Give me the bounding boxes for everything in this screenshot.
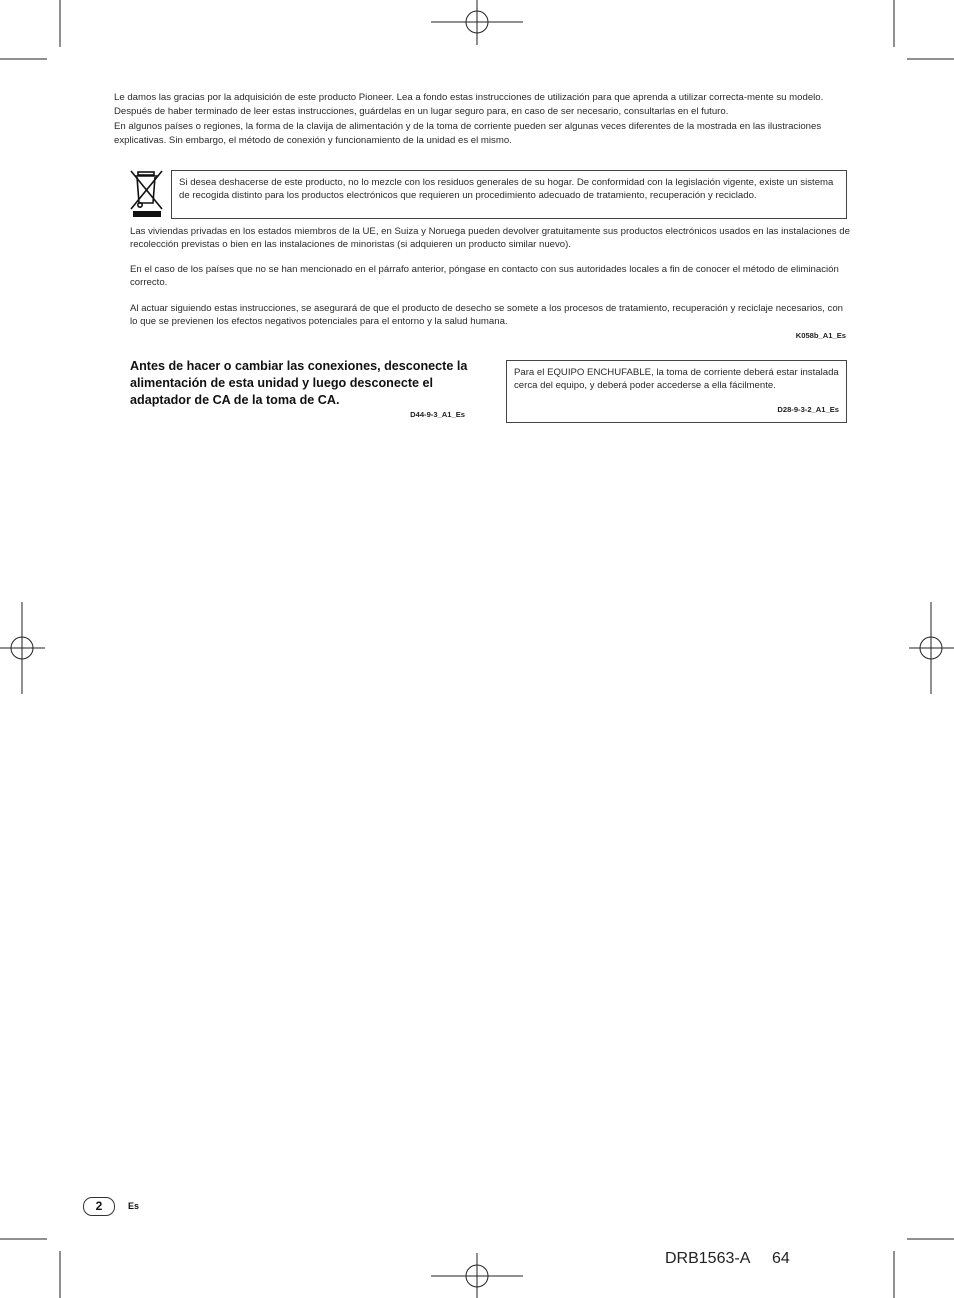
weee-reference-code: K058b_A1_Es	[795, 331, 846, 340]
warning-reference-code: D44-9-3_A1_Es	[410, 410, 465, 419]
intro-paragraph-plug-shape: En algunos países o regiones, la forma de la clavija de alimentación y de la toma de corriente pueden ser algunas veces diferentes de la mostrada en las ilustraciones explicativas. Sin embargo, el método de conexión y funcionamiento de la unidad es el mismo.	[114, 120, 822, 147]
weee-paragraph-other-countries: En el caso de los países que no se han mencionado en el párrafo anterior, póngase en contacto con sus autoridades locales a fin de conocer el método de eliminación correcto.	[130, 264, 839, 289]
weee-paragraph-environment: Al actuar siguiendo estas instrucciones, se asegurará de que el producto de desecho se somete a los procesos de tratamiento, recuperación y reciclaje necesarios, con lo que se previenen los efectos negativos potenciales para el entorno y la salud humana.	[130, 303, 844, 328]
document-code: DRB1563-A	[665, 1250, 751, 1267]
pluggable-equipment-notice	[506, 360, 847, 423]
pluggable-equipment-text: Para el EQUIPO ENCHUFABLE, la toma de corriente deberá estar instalada cerca del equipo, y deberá poder accederse a ella fácilmente.	[514, 367, 839, 392]
page-number-badge: 2	[83, 1197, 115, 1216]
plug-notice-reference-code: D28-9-3-2_A1_Es	[777, 404, 839, 414]
intro-paragraph-thanks: Le damos las gracias por la adquisición de este producto Pioneer. Lea a fondo estas instrucciones de utilización para que aprenda a utilizar correcta-mente su modelo. Después de haber terminado de leer estas instrucciones, guárdelas en un lugar seguro para, en caso de ser necesario, consultarlas en el futuro.	[114, 92, 824, 118]
document-sheet-number: 64	[772, 1250, 790, 1267]
weee-disposal-notice: Si desea deshacerse de este producto, no lo mezcle con los residuos generales de su hogar. De conformidad con la legislación vigente, existe un sistema de recogida distinto para los productos electrónicos que requieren un procedimiento adecuado de tratamiento, recuperación y reciclado.	[171, 170, 847, 219]
weee-paragraph-eu-return: Las viviendas privadas en los estados miembros de la UE, en Suiza y Noruega pueden devolver gratuitamente sus productos electrónicos usados en las instalaciones de recolección previstas o bien en las instalaciones de minoristas (si adquieren un producto similar nuevo).	[130, 226, 850, 251]
connection-warning: Antes de hacer o cambiar las conexiones, desconecte la alimentación de esta unidad y luego desconecte el adaptador de CA de la toma de CA.	[130, 359, 468, 407]
language-label: Es	[128, 1201, 140, 1211]
intro-text	[114, 91, 860, 149]
crossed-out-wheelie-bin-icon	[127, 168, 167, 220]
